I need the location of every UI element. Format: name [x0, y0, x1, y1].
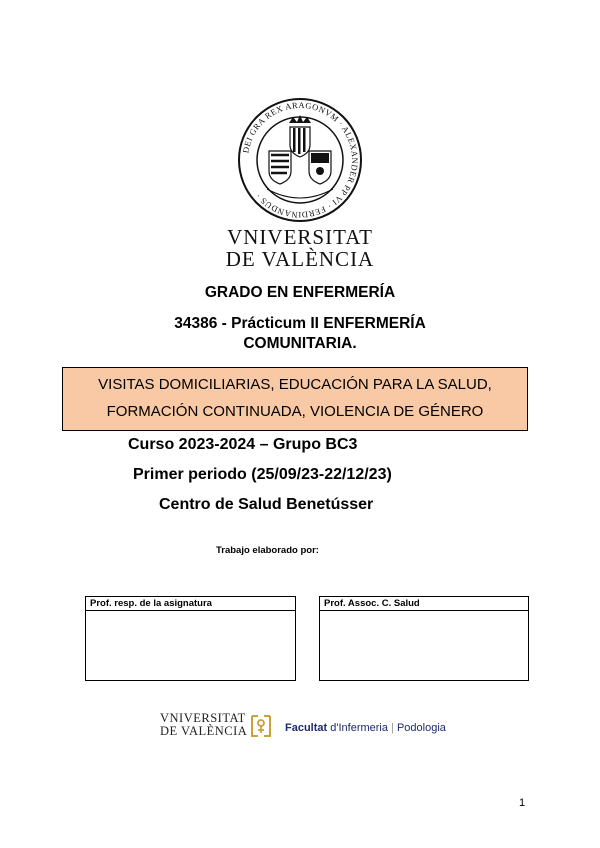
course-year-group: Curso 2023-2024 – Grupo BC3 — [128, 436, 358, 453]
course-title-line-2: COMUNITARIA. — [243, 335, 357, 352]
topics-line-1: VISITAS DOMICILIARIAS, EDUCACIÓN PARA LA SALUD, — [98, 376, 492, 393]
footer-wordmark-line-1: VNIVERSITAT — [160, 711, 246, 725]
svg-text:DEI GRA REX ARAGONVM · ALEXAND: DEI GRA REX ARAGONVM · ALEXANDER PP VI · FERDINANDUS · — [240, 99, 361, 221]
topics-box — [62, 367, 528, 431]
period: Primer periodo (25/09/23-22/12/23) — [133, 466, 392, 483]
wordmark-line-1: VNIVERSITAT — [227, 225, 373, 249]
health-center: Centro de Salud Benetússer — [159, 496, 374, 513]
prof-box-header: Prof. Assoc. C. Salud — [320, 597, 528, 611]
faculty-emblem-icon — [248, 713, 274, 739]
topics-line-2: FORMACIÓN CONTINUADA, VIOLENCIA DE GÉNERO — [106, 403, 484, 420]
footer-wordmark-line-2: DE VALÈNCIA — [160, 724, 248, 738]
course-title — [0, 314, 600, 354]
faculty-name-part-3: Podologia — [396, 722, 446, 734]
prepared-by-label: Trabajo elaborado por: — [216, 545, 319, 556]
page-number: 1 — [519, 797, 526, 809]
prof-box-responsible — [85, 596, 296, 681]
degree-title: GRADO EN ENFERMERÍA — [204, 284, 396, 301]
prof-box-header: Prof. resp. de la asignatura — [86, 597, 295, 611]
university-wordmark — [200, 226, 400, 270]
prof-box-associate — [319, 596, 529, 681]
university-seal-logo — [237, 97, 363, 223]
course-title-line-1: 34386 - Prácticum II ENFERMERÍA — [174, 315, 426, 332]
faculty-footer-logo — [160, 712, 460, 746]
footer-university-wordmark — [160, 712, 247, 738]
wordmark-line-2: DE VALÈNCIA — [225, 247, 375, 271]
faculty-name — [285, 722, 446, 734]
faculty-name-separator: | — [391, 722, 394, 734]
faculty-name-part-1: Facultat — [285, 722, 328, 734]
faculty-name-part-2: d'Infermeria — [330, 722, 388, 734]
